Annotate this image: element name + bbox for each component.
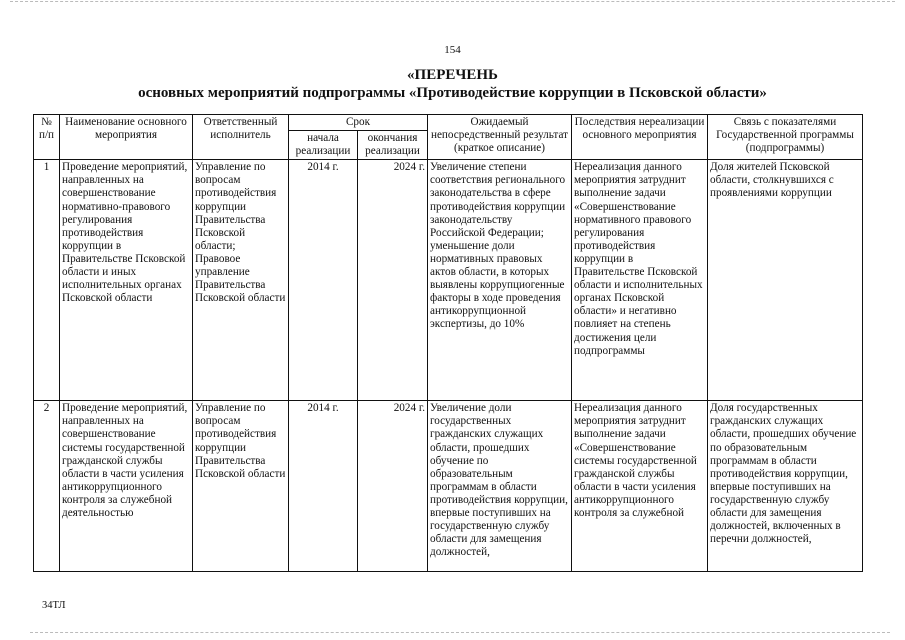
header-term-start: начала реализации bbox=[289, 131, 358, 160]
measures-table bbox=[33, 114, 863, 572]
row-executor-part: Правовое управление Правительства Псковской области bbox=[195, 252, 286, 305]
row-start: 2014 г. bbox=[289, 401, 358, 572]
document-title: «ПЕРЕЧЕНЬ bbox=[407, 67, 498, 83]
row-result: Увеличение степени соответствия регионального законодательства в сфере противодействия коррупции законодательству Российской Федерации; уменьшение доли нормативных правовых актов области, в которых выявлены коррупциогенные факторы в ходе проведения антикоррупционной экспертизы, до 10% bbox=[428, 160, 572, 401]
table-row bbox=[34, 401, 863, 572]
row-executor-part: Управление по вопросам противодействия коррупции Правительства Псковской области bbox=[195, 402, 286, 480]
row-link: Доля жителей Псковской области, столкнувшихся с проявлениями коррупции bbox=[708, 160, 863, 401]
footer-code: 34ТЛ bbox=[42, 600, 66, 611]
row-executor-part: Управление по вопросам противодействия коррупции Правительства Псковской области; bbox=[195, 161, 277, 252]
row-name: Проведение мероприятий, направленных на совершенствование системы государственной гражданской службы области в части усиления антикоррупционного контроля за служебной деятельностью bbox=[60, 401, 193, 572]
row-consequences: Нереализация данного мероприятия затруднит выполнение задачи «Совершенствование системы государственной гражданской службы области в части усиления антикоррупционного контроля за служебной bbox=[572, 401, 708, 572]
row-start: 2014 г. bbox=[289, 160, 358, 401]
table-row bbox=[34, 160, 863, 401]
document-subtitle: основных мероприятий подпрограммы «Противодействие коррупции в Псковской области» bbox=[138, 85, 767, 101]
row-num: 1 bbox=[34, 160, 60, 401]
row-executor bbox=[193, 401, 289, 572]
header-term: Срок bbox=[289, 115, 428, 131]
scan-artifact-top bbox=[10, 1, 895, 2]
header-executor: Ответственный исполнитель bbox=[193, 115, 289, 160]
header-result: Ожидаемый непосредственный результат (краткое описание) bbox=[428, 115, 572, 160]
header-term-end: окончания реализации bbox=[358, 131, 428, 160]
row-result: Увеличение доли государственных гражданских служащих области, прошедших обучение по образовательным программам в области противодействия коррупции, впервые поступивших на государственную службу области для замещения должностей, bbox=[428, 401, 572, 572]
header-link: Связь с показателями Государственной программы (подпрограммы) bbox=[708, 115, 863, 160]
row-num: 2 bbox=[34, 401, 60, 572]
page-number: 154 bbox=[444, 44, 461, 56]
row-end: 2024 г. bbox=[358, 401, 428, 572]
row-link: Доля государственных гражданских служащих области, прошедших обучение по образовательным программам в области противодействия коррупции, впервые поступивших на государственную службу области для замещения должностей, включенных в перечни должностей, bbox=[708, 401, 863, 572]
row-executor bbox=[193, 160, 289, 401]
header-consequences: Последствия нереализации основного мероприятия bbox=[572, 115, 708, 160]
row-name: Проведение мероприятий, направленных на совершенствование нормативно-правового регулирования противодействия коррупции в Правительстве Псковской области и иных исполнительных органах Псковской области bbox=[60, 160, 193, 401]
row-end: 2024 г. bbox=[358, 160, 428, 401]
row-consequences: Нереализация данного мероприятия затруднит выполнение задачи «Совершенствование нормативного правового регулирования противодействия коррупции в Правительстве Псковской области и исполнительных органах Псковской области» и негативно повлияет на степень достижения цели подпрограммы bbox=[572, 160, 708, 401]
header-num: № п/п bbox=[34, 115, 60, 160]
header-name: Наименование основного мероприятия bbox=[60, 115, 193, 160]
scan-artifact-bottom bbox=[30, 632, 890, 633]
